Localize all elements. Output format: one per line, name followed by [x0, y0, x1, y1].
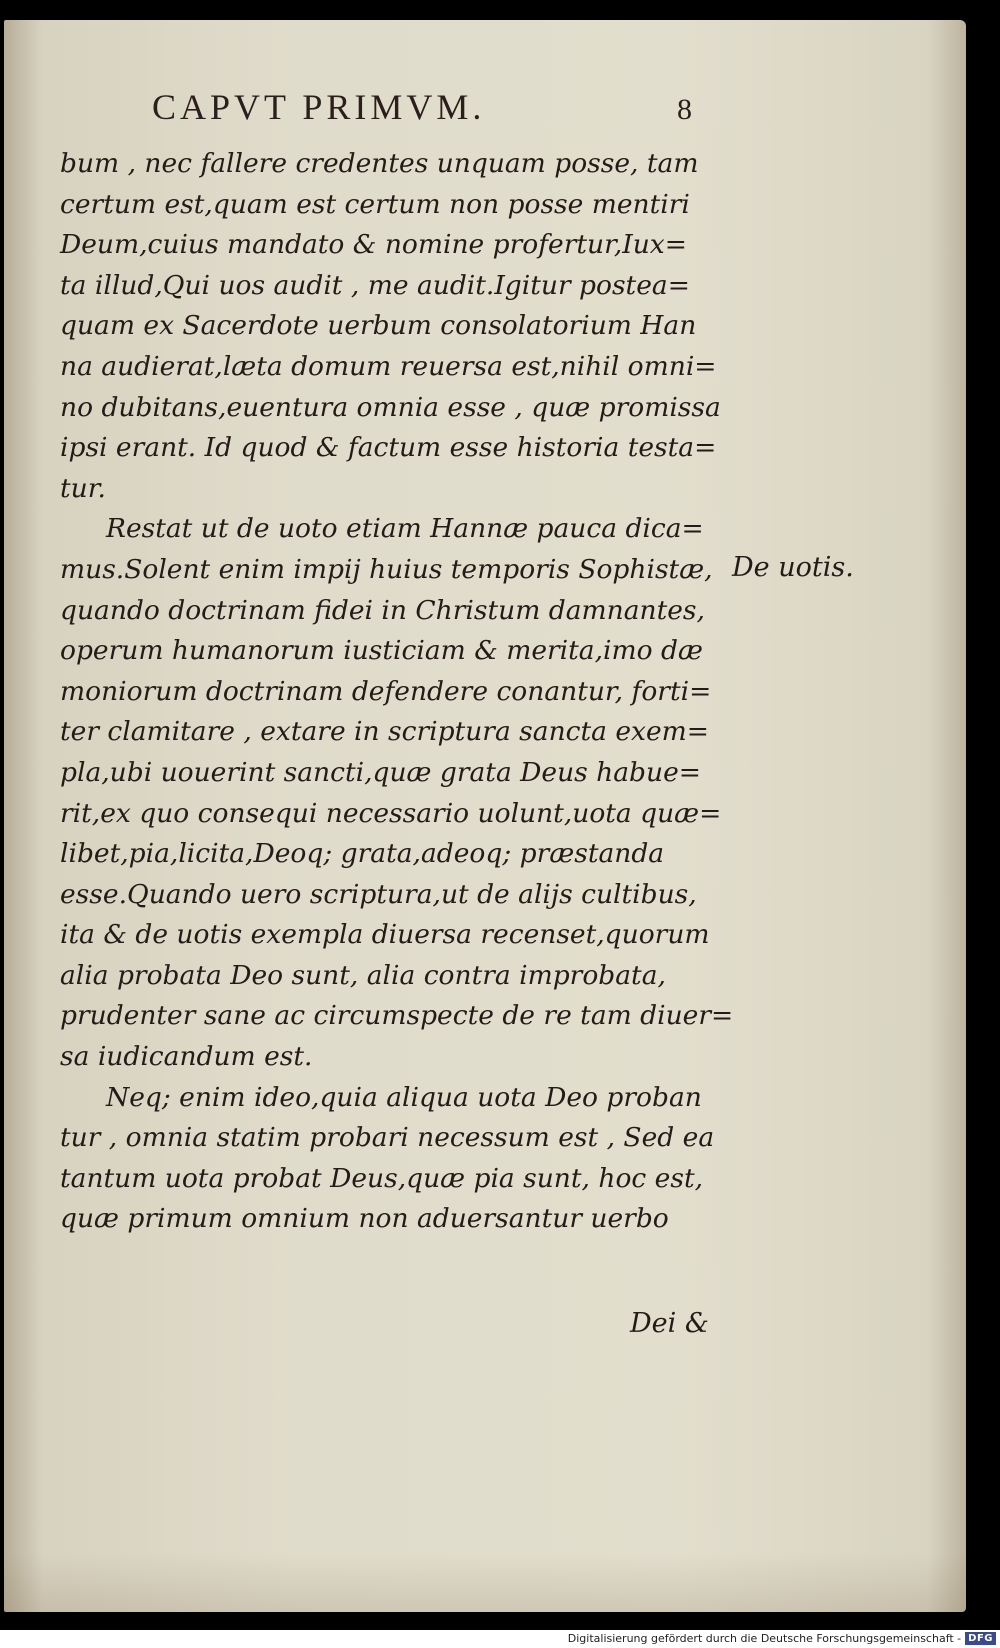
- text-line: Deum,cuius mandato & nomine profertur,Iux=: [60, 229, 687, 261]
- credit-text: Digitalisierung gefördert durch die Deutsche Forschungsgemeinschaft -: [567, 1631, 962, 1645]
- text-line: no dubitans,euentura omnia esse , quæ promissa: [60, 391, 721, 423]
- book-page: [4, 20, 966, 1612]
- text-line: bum , nec fallere credentes unquam posse, tam: [60, 148, 699, 179]
- text-line: na audierat,læta domum reuersa est,nihil omni=: [60, 350, 717, 382]
- text-line: quando doctrinam fidei in Christum damnantes,: [60, 594, 705, 626]
- margin-note: De uotis.: [732, 552, 854, 583]
- running-head: [152, 86, 692, 128]
- text-line: tur , omnia statim probari necessum est , Sed ea: [60, 1122, 715, 1154]
- digitization-credit: [564, 1630, 996, 1646]
- catchword: Dei &: [630, 1308, 709, 1339]
- text-line: quam ex Sacerdote uerbum consolatorium Han: [60, 310, 697, 342]
- text-line: operum humanorum iusticiam & merita,imo dæ: [60, 635, 703, 667]
- text-line: pla,ubi uouerint sancti,quæ grata Deus habue=: [60, 756, 701, 788]
- text-line: moniorum doctrinam defendere conantur, forti=: [60, 675, 712, 707]
- text-line: Restat ut de uoto etiam Hannæ pauca dica=: [106, 513, 704, 545]
- text-line: tantum uota probat Deus,quæ pia sunt, hoc est,: [60, 1162, 704, 1194]
- text-line: ta illud,Qui uos audit , me audit.Igitur postea=: [60, 269, 690, 301]
- text-line: Neq; enim ideo,quia aliqua uota Deo proban: [106, 1081, 702, 1113]
- text-line: ter clamitare , extare in scriptura sancta exem=: [60, 716, 710, 748]
- text-line: prudenter sane ac circumspecte de re tam diuer=: [60, 1000, 734, 1032]
- text-line: ita & de uotis exempla diuersa recenset,quorum: [60, 919, 710, 951]
- text-line: libet,pia,licita,Deoq; grata,adeoq; præstanda: [60, 838, 665, 870]
- body-text: [60, 144, 734, 1240]
- text-line: sa iudicandum est.: [60, 1041, 313, 1073]
- text-line: quæ primum omnium non aduersantur uerbo: [60, 1203, 669, 1235]
- text-line: esse.Quando uero scriptura,ut de alijs cultibus,: [60, 878, 697, 910]
- text-line: ipsi erant. Id quod & factum esse historia testa=: [60, 432, 717, 464]
- text-line: rit,ex quo consequi necessario uolunt,uota quæ=: [60, 797, 722, 829]
- running-head-title: CAPVT PRIMVM.: [152, 87, 486, 127]
- text-line: certum est,quam est certum non posse mentiri: [60, 188, 690, 220]
- text-line: alia probata Deo sunt, alia contra improbata,: [60, 959, 666, 991]
- text-line: mus.Solent enim impij huius temporis Sophistæ,: [60, 553, 713, 585]
- dfg-logo: DFG: [965, 1632, 996, 1645]
- text-line: tur.: [60, 472, 106, 504]
- page-number: 8: [677, 93, 692, 126]
